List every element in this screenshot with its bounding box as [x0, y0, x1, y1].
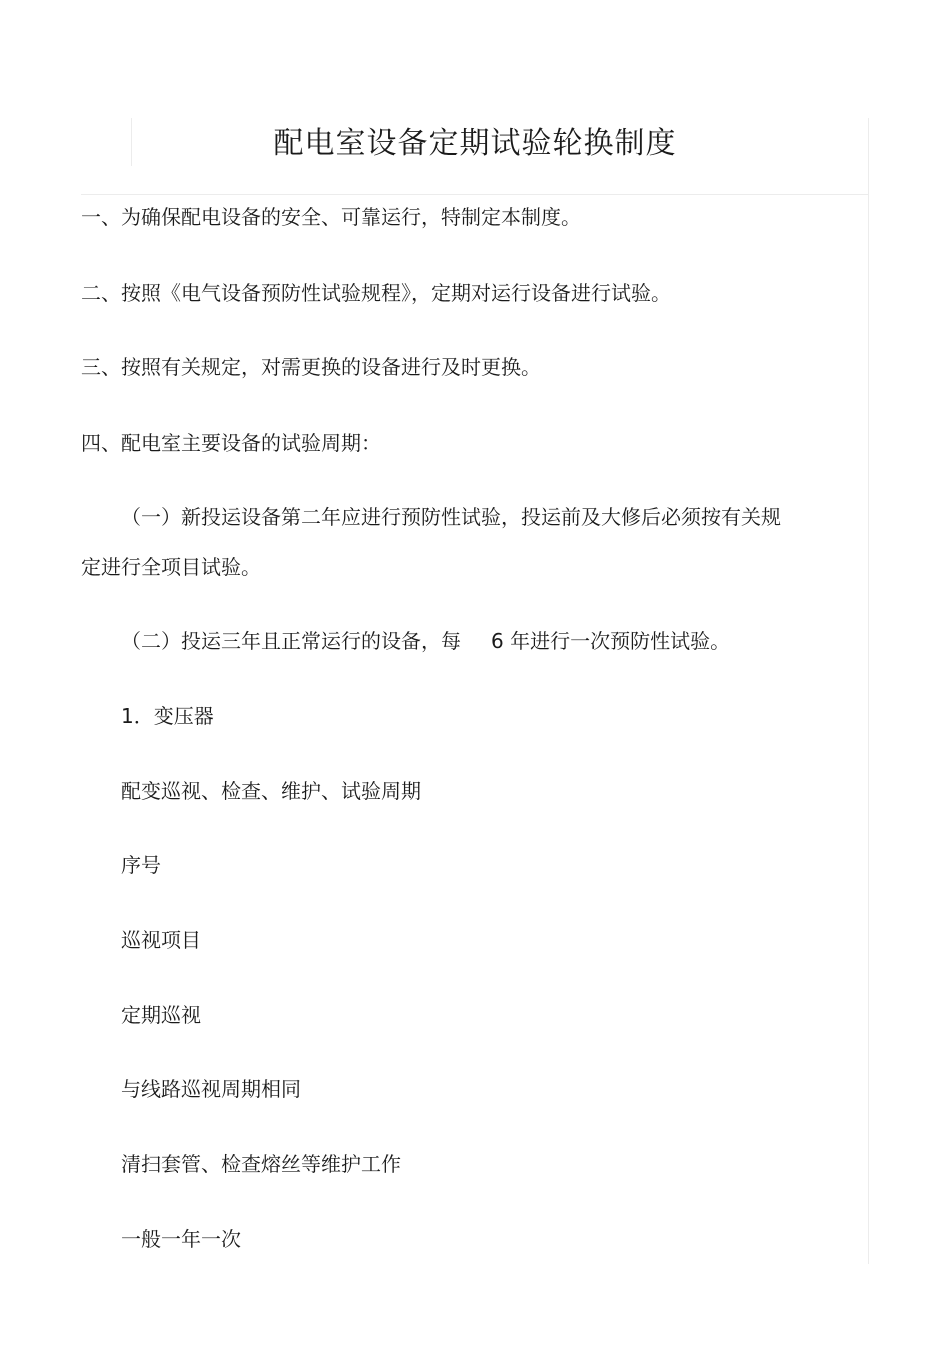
page-frame-top-rule	[81, 194, 869, 195]
paragraph-2: 二、按照《电气设备预防性试验规程》，定期对运行设备进行试验。	[81, 281, 671, 305]
item-2-text-after: 6 年进行一次预防性试验。	[491, 629, 731, 653]
paragraph-3: 三、按照有关规定，对需更换的设备进行及时更换。	[81, 355, 541, 379]
section-heading-transformer: 1．变压器	[121, 704, 214, 728]
table-cell: 与线路巡视周期相同	[121, 1077, 301, 1101]
table-cell: 一般一年一次	[121, 1227, 241, 1251]
item-2-text-before: （二）投运三年且正常运行的设备，每	[121, 629, 461, 653]
paragraph-4: 四、配电室主要设备的试验周期：	[81, 431, 381, 455]
table-cell: 定期巡视	[121, 1003, 201, 1027]
table-caption: 配变巡视、检查、维护、试验周期	[121, 779, 421, 803]
table-cell: 序号	[121, 853, 161, 877]
item-1-line-1: （一）新投运设备第二年应进行预防性试验，投运前及大修后必须按有关规	[121, 505, 781, 529]
table-cell: 巡视项目	[121, 928, 201, 952]
item-2	[121, 626, 730, 656]
item-1-line-2: 定进行全项目试验。	[81, 555, 261, 579]
document-title: 配电室设备定期试验轮换制度	[273, 126, 677, 161]
page-frame-right-rule	[868, 118, 869, 1264]
paragraph-1: 一、为确保配电设备的安全、可靠运行，特制定本制度。	[81, 205, 581, 229]
table-cell: 清扫套管、检查熔丝等维护工作	[121, 1152, 401, 1176]
